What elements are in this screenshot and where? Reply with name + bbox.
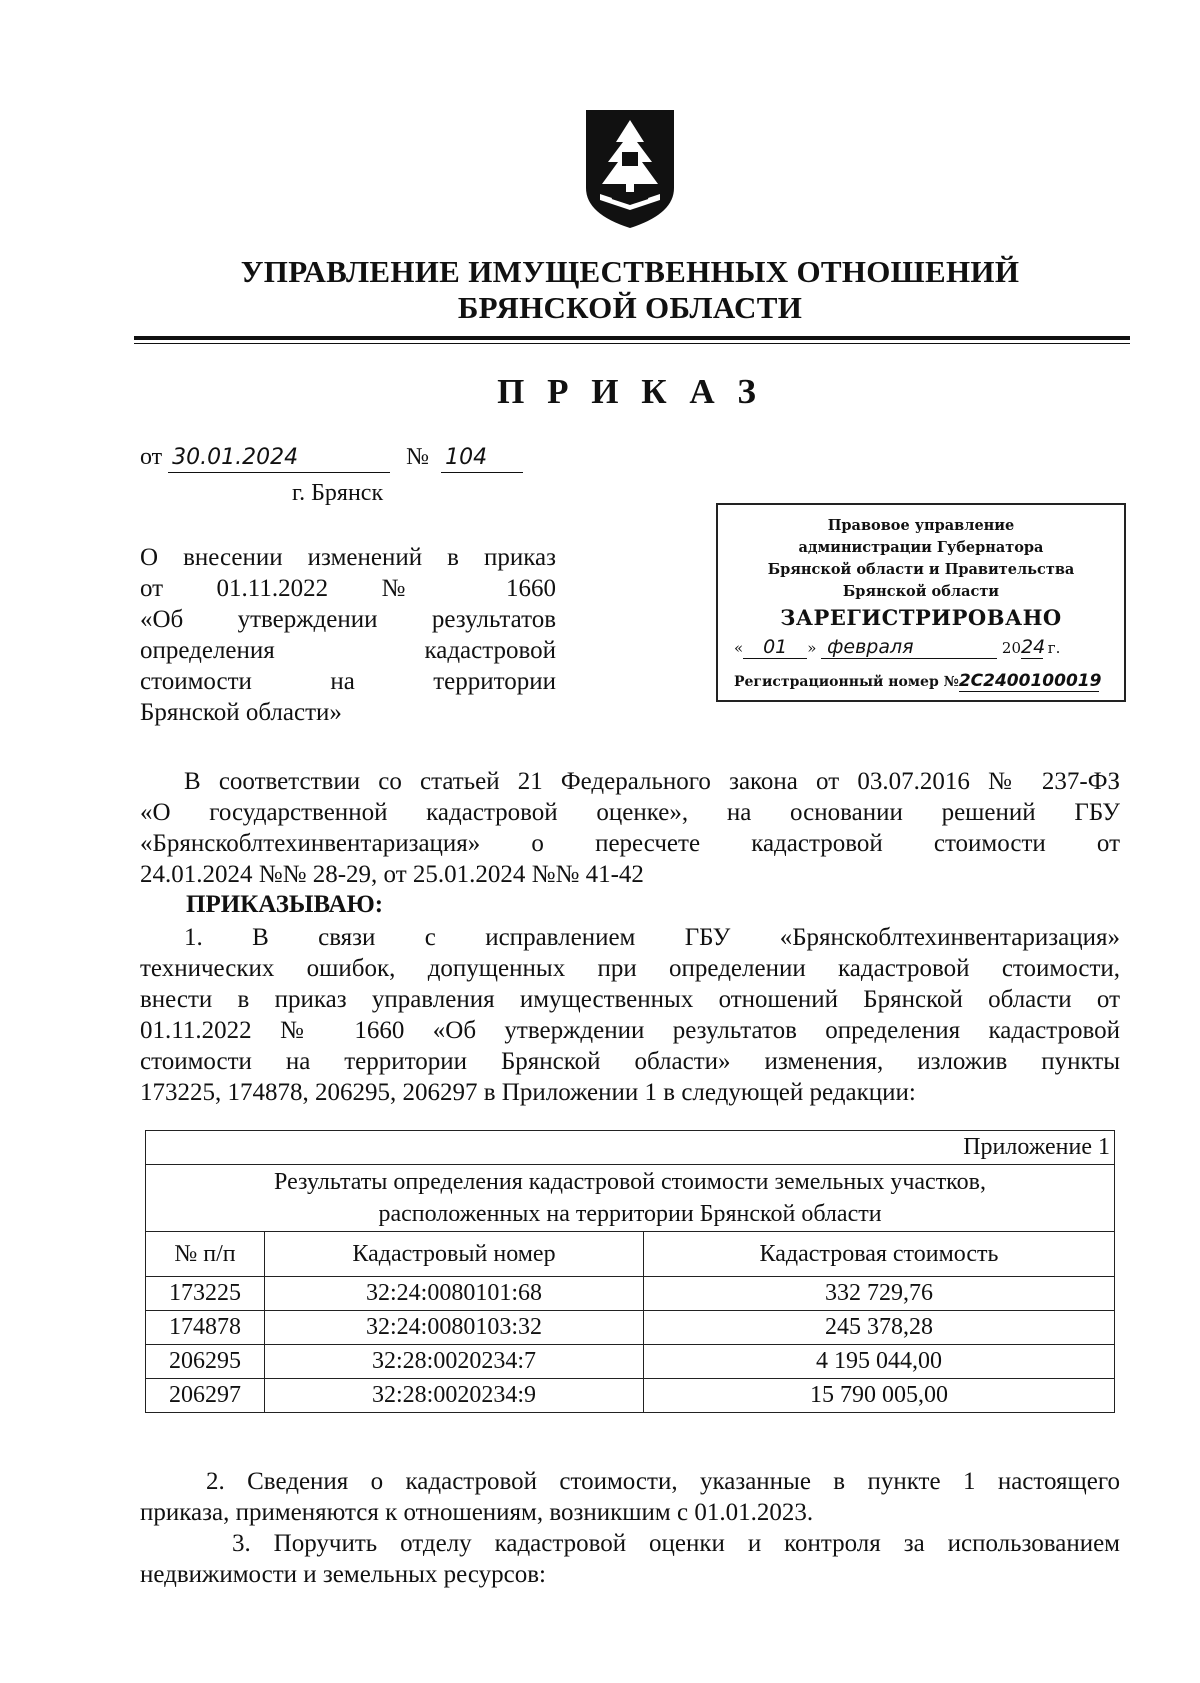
document-type: П Р И К А З [497,372,763,411]
table-cell: 332 729,76 [644,1277,1115,1311]
item1-line: 1. В связи с исправлением ГБУ «Брянскоблтехинвентаризация» [184,924,1120,951]
table-caption [146,1165,1115,1232]
header-row [146,1232,1115,1277]
appendix-label: Приложение 1 [146,1131,1115,1165]
table-cell: 32:28:0020234:7 [265,1345,644,1379]
table-cell: 174878 [146,1311,265,1345]
order-date: 30.01.2024 [168,444,390,473]
stamp-line: администрации Губернатора [798,539,1044,556]
subject-line: «Об утверждении результатов [140,606,556,633]
item1-line: внести в приказ управления имущественных отношений Брянской области от [140,986,1120,1013]
header-rule [134,336,1130,340]
preamble-line: В соответствии со статьей 21 Федерального закона от 03.07.2016 № 237-ФЗ [184,768,1120,795]
city: г. Брянск [292,480,384,506]
order-number: 104 [441,444,523,473]
table-cell: 245 378,28 [644,1311,1115,1345]
org-name-line2: БРЯНСКОЙ ОБЛАСТИ [457,290,803,325]
preamble-line: 24.01.2024 №№ 28-29, от 25.01.2024 №№ 41-42 [140,861,644,888]
table-cell: 206297 [146,1379,265,1413]
appendix-row [146,1131,1115,1165]
item-2 [140,1466,1120,1528]
stamp-year-suffix: 24 [1021,636,1046,658]
item1-line: 173225, 174878, 206295, 206297 в Приложении 1 в следующей редакции: [140,1079,916,1106]
table-row [146,1277,1115,1311]
subject-line: стоимости на территории [140,668,556,695]
table-caption-line: расположенных на территории Брянской области [378,1201,882,1227]
subject-line: Брянской области» [140,699,342,726]
stamp-month: февраля [821,636,997,659]
table-cell: 32:28:0020234:9 [265,1379,644,1413]
order-word: ПРИКАЗЫВАЮ: [186,891,384,918]
column-header: Кадастровая стоимость [644,1232,1115,1277]
stamp-line: Правовое управление [827,517,1015,534]
table-row [146,1311,1115,1345]
item1-line: технических ошибок, допущенных при определении кадастровой стоимости, [140,955,1120,982]
item3-line: 3. Поручить отделу кадастровой оценки и контроля за использованием [232,1530,1120,1557]
table-row [146,1345,1115,1379]
table-cell: 15 790 005,00 [644,1379,1115,1413]
table-row [146,1379,1115,1413]
org-name-line1: УПРАВЛЕНИЕ ИМУЩЕСТВЕННЫХ ОТНОШЕНИЙ [240,254,1020,289]
stamp-registered: ЗАРЕГИСТРИРОВАНО [780,605,1062,630]
registration-stamp [716,503,1126,702]
column-header: Кадастровый номер [265,1232,644,1277]
table-cell: 32:24:0080103:32 [265,1311,644,1345]
stamp-line: Брянской области и Правительства [767,561,1075,578]
preamble-line: «Брянскоблтехинвентаризация» о пересчете кадастровой стоимости от [140,830,1120,857]
stamp-year-unit: г. [1047,639,1061,657]
item2-line: приказа, применяются к отношениям, возникшим с 01.01.2023. [140,1499,814,1526]
stamp-date-line: « 01 » февраля 2024 г. [734,636,1061,658]
stamp-reg-line [718,671,1124,692]
number-label: № [406,444,430,470]
subject-line: О внесении изменений в приказ [140,544,556,571]
item1-line: стоимости на территории Брянской области» изменения, изложив пункты [140,1048,1120,1075]
preamble-line: «О государственной кадастровой оценке», на основании решений ГБУ [140,799,1120,826]
bryansk-coat-of-arms-icon [582,106,678,230]
header-rule-thin [134,343,1130,344]
item2-line: 2. Сведения о кадастровой стоимости, указанные в пункте 1 настоящего [206,1468,1120,1495]
cadastral-table [145,1130,1115,1413]
caption-row [146,1165,1115,1232]
item1-line: 01.11.2022 № 1660 «Об утверждении результатов определения кадастровой [140,1017,1120,1044]
order-date-line [140,444,523,473]
column-header: № п/п [146,1232,265,1277]
table-caption-line: Результаты определения кадастровой стоимости земельных участков, [274,1169,986,1195]
stamp-year-prefix: 20 [1001,639,1022,657]
stamp-reg-label: Регистрационный номер № [734,674,959,690]
item-3 [140,1528,1120,1590]
table-cell: 32:24:0080101:68 [265,1277,644,1311]
order-subject [140,542,556,728]
stamp-reg-number: 2С2400100019 [958,671,1102,691]
subject-line: определения кадастровой [140,637,556,664]
preamble [140,766,1120,890]
table-cell: 206295 [146,1345,265,1379]
table-cell: 173225 [146,1277,265,1311]
subject-line: от 01.11.2022 № 1660 [140,575,556,602]
table-cell: 4 195 044,00 [644,1345,1115,1379]
from-label: от [140,444,163,470]
item-1 [140,922,1120,1108]
stamp-day: 01 [743,636,807,659]
item3-line: недвижимости и земельных ресурсов: [140,1561,546,1588]
stamp-line: Брянской области [842,583,1000,600]
